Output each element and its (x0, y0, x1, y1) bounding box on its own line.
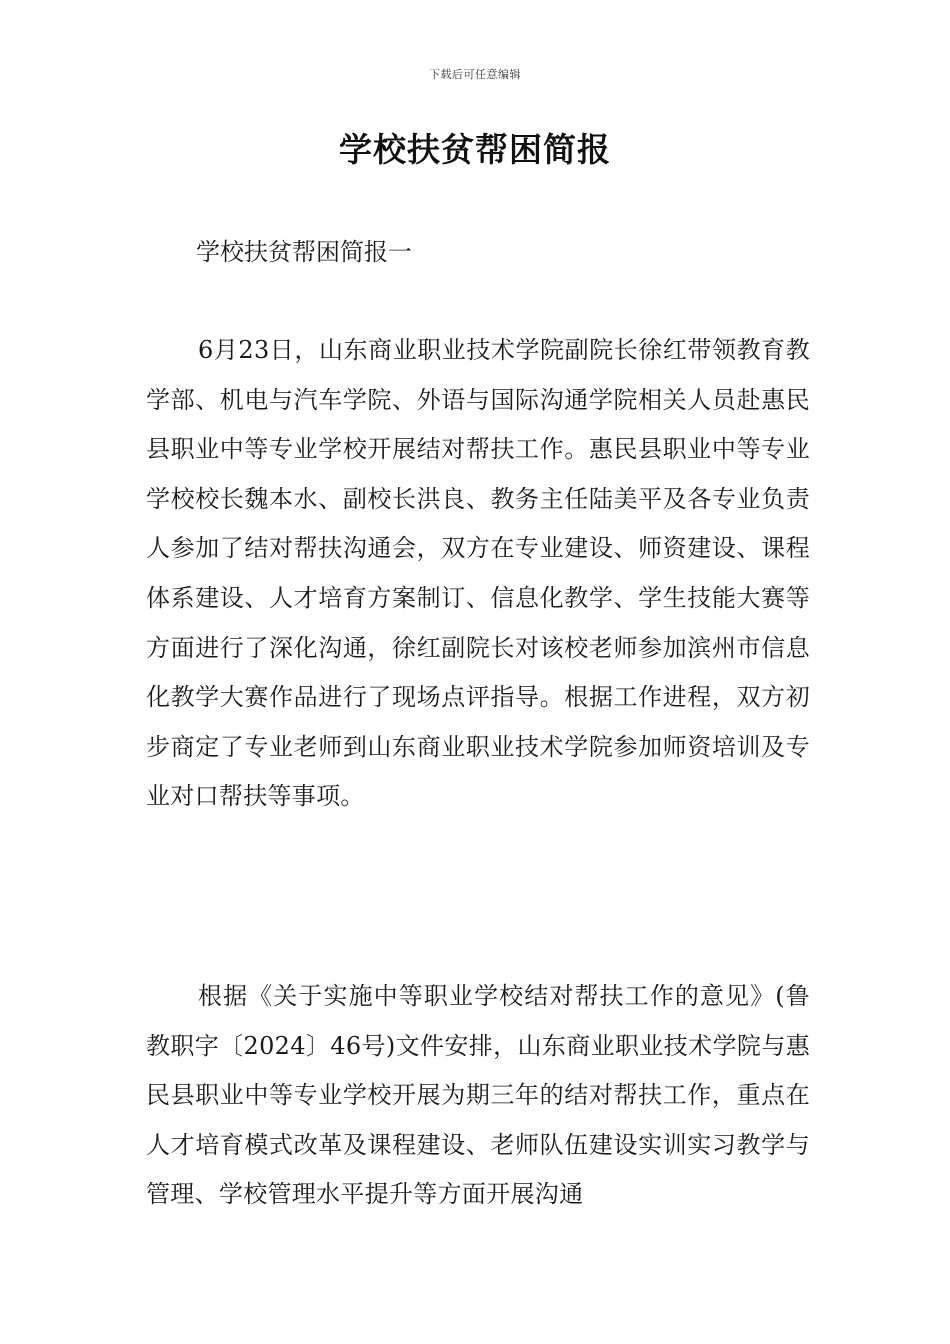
section-subtitle: 学校扶贫帮困简报一 (196, 238, 412, 266)
body-paragraph: 根据《关于实施中等职业学校结对帮扶工作的意见》(鲁教职字〔2024〕46号)文件安排，山东商业职业技术学院与惠民县职业中等专业学校开展为期三年的结对帮扶工作，重点在人才培育模式改革及课程建设、老师队伍建设实训实习教学与管理、学校管理水平提升等方面开展沟通 (146, 982, 810, 1209)
header-note: 下载后可任意编辑 (429, 68, 521, 81)
body-paragraph: 6月23日，山东商业职业技术学院副院长徐红带领教育教学部、机电与汽车学院、外语与国际沟通学院相关人员赴惠民县职业中等专业学校开展结对帮扶工作。惠民县职业中等专业学校校长魏本水、副校长洪良、教务主任陆美平及各专业负责人参加了结对帮扶沟通会，双方在专业建设、师资建设、课程体系建设、人才培育方案制订、信息化教学、学生技能大赛等方面进行了深化沟通，徐红副院长对该校老师参加滨州市信息化教学大赛作品进行了现场点评指导。根据工作进程，双方初步商定了专业老师到山东商业职业技术学院参加师资培训及专业对口帮扶等事项。 (146, 336, 810, 811)
page-title: 学校扶贫帮困简报 (339, 130, 611, 169)
